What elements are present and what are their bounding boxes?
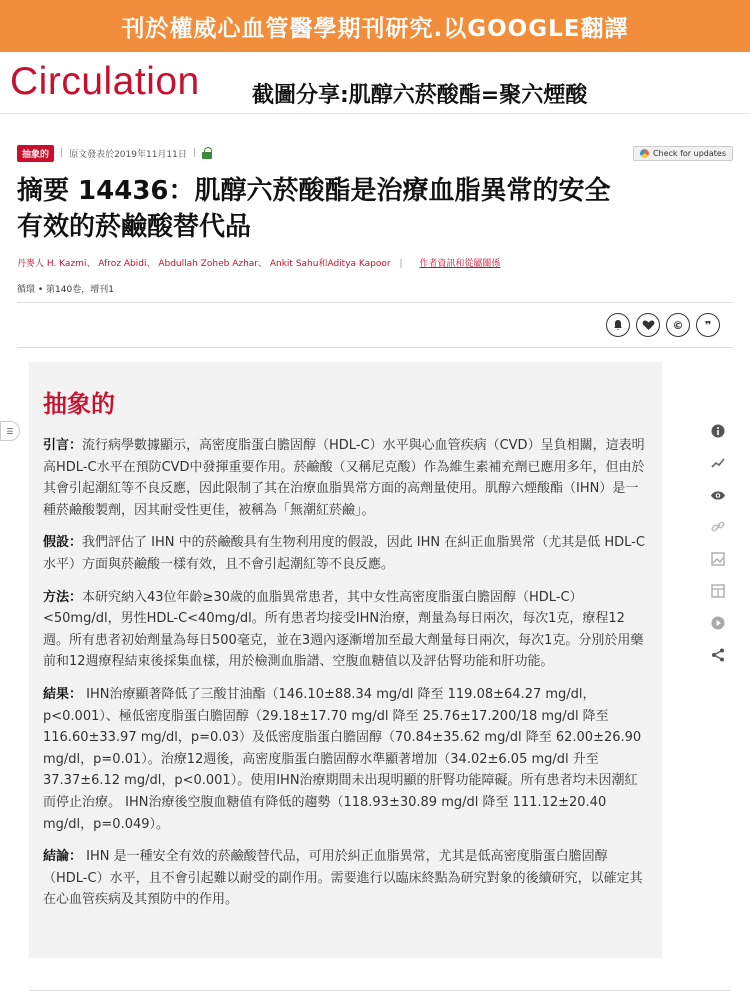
meta-separator: | <box>192 148 196 158</box>
section-label: 方法： <box>43 589 83 605</box>
divider <box>29 990 731 991</box>
link-icon[interactable] <box>707 516 729 538</box>
top-banner <box>0 0 750 52</box>
share-icon[interactable] <box>707 644 729 666</box>
authors-separator: | <box>399 259 403 269</box>
view-eye-icon[interactable] <box>707 484 729 506</box>
section-text: 本研究納入43位年齡≥30歲的血脂異常患者，其中女性高密度脂蛋白膽固醇（HDL-C）<50mg/dl，男性HDL-C<40mg/dl。所有患者均接受IHN治療，劑量為每日兩次，每次1克，療程12週。所有患者初始劑量為每日500毫克，並在3週內逐漸增加至最大劑量每日兩次，每次1克。分別於用藥前和12週療程結束後採集血樣，用於檢測血脂譜、空腹血糖值以及評估腎功能和肝功能。 <box>43 589 644 670</box>
divider <box>17 347 733 348</box>
abstract-conclusions <box>43 846 646 911</box>
alert-bell-icon[interactable] <box>606 313 630 337</box>
abstract-hypothesis <box>43 532 646 575</box>
cite-quote-icon[interactable]: ❞ <box>696 313 720 337</box>
right-tool-rail <box>704 420 732 666</box>
abstract-panel <box>29 362 662 958</box>
published-date: 原文發表於2019年11月11日 <box>69 149 187 160</box>
article-title <box>17 173 733 245</box>
metrics-trend-icon[interactable] <box>707 452 729 474</box>
banner-text: 刊於權威心血管醫學期刊研究.以GOOGLE翻譯 <box>121 15 629 42</box>
article-title-line-1: 摘要 14436：肌醇六菸酸酯是治療血脂異常的安全 <box>17 176 611 206</box>
article-tools <box>606 313 720 337</box>
section-text: IHN 是一種安全有效的菸鹼酸替代品，可用於糾正血脂異常，尤其是低高密度脂蛋白膽固醇（HDL-C）水平，且不會引起難以耐受的副作用。需要進行以臨床終點為研究對象的後續研究，以確定其在心血管疾病及其預防中的作用。 <box>43 849 643 908</box>
article-type-badge: 抽象的 <box>17 145 54 162</box>
abstract-heading: 抽象的 <box>43 390 115 418</box>
figures-gallery-icon[interactable] <box>707 548 729 570</box>
site-header <box>0 52 750 114</box>
tables-icon[interactable] <box>707 580 729 602</box>
meta-separator: | <box>60 148 64 158</box>
affiliations-link[interactable]: 作者資訊和從屬關係 <box>419 259 501 269</box>
divider <box>17 302 733 303</box>
article-title-line-2: 有效的菸鹼酸替代品 <box>17 212 252 242</box>
section-label: 結論： <box>43 849 83 865</box>
crossmark-icon <box>640 149 649 158</box>
section-label: 引言： <box>43 438 83 453</box>
abstract-introduction <box>43 435 646 521</box>
section-text: 我們評估了 IHN 中的菸鹼酸具有生物利用度的假設，因此 IHN 在糾正血脂異常（尤其是低 HDL-C 水平）方面與菸鹼酸一樣有效，且不會引起潮紅等不良反應。 <box>43 535 645 572</box>
media-play-icon[interactable] <box>707 612 729 634</box>
section-text: IHN治療顯著降低了三酸甘油酯（146.10±88.34 mg/dl 降至 119.08±64.27 mg/dl，p<0.001）、極低密度脂蛋白膽固醇（29.18±17.70 mg/dl 降至 25.76±17.200/18 mg/dl 降至 116.60±33.97 mg/dl，p=0.03）及低密度脂蛋白膽固醇（70.84±35.62 mg/dl 降至 62.00±26.90 mg/dl，p=0.01）。治療12週後，高密度脂蛋白膽固醇水準顯著增加（34.02±6.05 mg/dl 升至 37.37±6.12 mg/dl，p<0.001）。使用IHN治療期間未出現明顯的肝腎功能障礙。所有患者均未因潮紅而停止治療。 IHN治療後空腹血糖值有降低的趨勢（118.93±30.89 mg/dl 降至 111.12±20.40 mg/dl，p=0.049）。 <box>43 686 642 832</box>
authors-text[interactable]: 丹麥人 H. Kazmi、 Afroz Abidi、 Abdullah Zoheb Azhar、 Ankit Sahu和Aditya Kapoor <box>17 259 391 269</box>
copyright-icon[interactable]: © <box>666 313 690 337</box>
abstract-results <box>43 684 646 835</box>
share-title: 截圖分享:肌醇六菸酸酯=聚六煙酸 <box>252 83 588 108</box>
check-updates-button[interactable] <box>633 146 733 161</box>
meta-row <box>17 144 733 162</box>
favorite-heart-icon[interactable] <box>636 313 660 337</box>
check-updates-label: Check for updates <box>652 148 726 158</box>
abstract-methods <box>43 587 646 673</box>
section-label: 假設： <box>43 535 83 551</box>
author-list <box>17 256 733 269</box>
outline-toggle-icon[interactable]: ☰ <box>0 421 20 441</box>
issue-info[interactable]: 循環 • 第140卷，增刊1 <box>17 285 114 295</box>
section-text: 流行病學數據顯示，高密度脂蛋白膽固醇（HDL-C）水平與心血管疾病（CVD）呈負相關，這表明高HDL-C水平在預防CVD中發揮重要作用。菸鹼酸（又稱尼克酸）作為維生素補充劑已應用多年，但由於其會引起潮紅等不良反應，因此限制了其在治療血脂異常方面的高劑量使用。肌醇六煙酸酯（IHN）是一種菸鹼酸製劑，因其耐受性更佳，被稱為「無潮紅菸鹼」。 <box>43 438 645 518</box>
open-access-lock-icon <box>202 147 212 159</box>
journal-logo[interactable]: Circulation <box>10 60 200 103</box>
info-icon[interactable] <box>707 420 729 442</box>
section-label: 結果： <box>43 686 83 702</box>
